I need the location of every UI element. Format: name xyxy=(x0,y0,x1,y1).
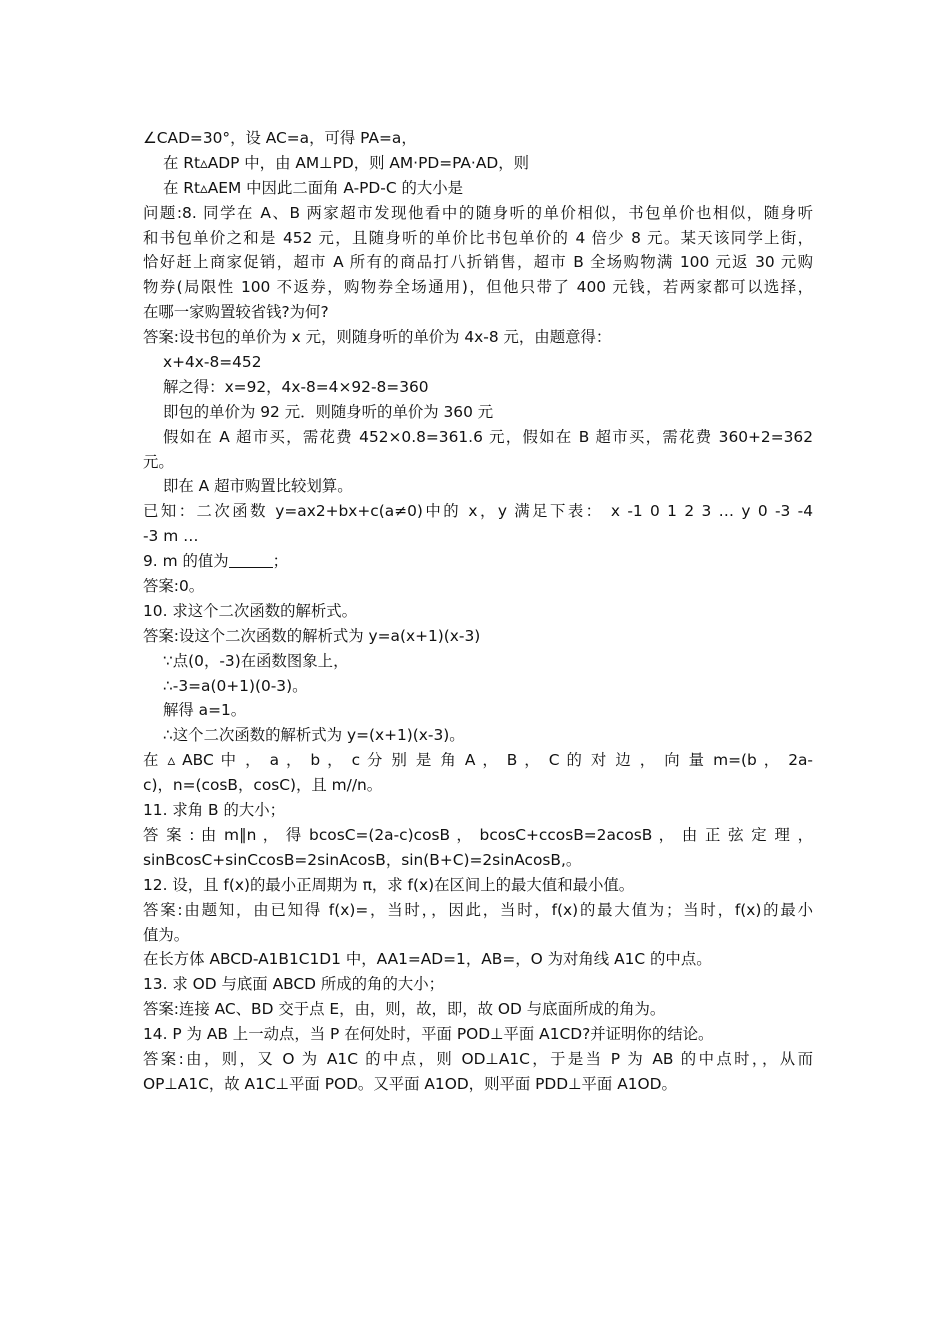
answer-line: 答案:由，则，又 O 为 A1C 的中点，则 OD⊥A1C，于是当 P 为 AB 的中点时，，从而 xyxy=(143,1049,813,1068)
text-line: 解之得：x=92，4x-8=4×92-8=360 xyxy=(163,377,429,396)
text-line: 解得 a=1。 xyxy=(163,701,247,720)
text-line: ∵点(0，-3)在函数图象上， xyxy=(163,651,349,670)
text-line: 物券(局限性 100 不返券，购物券全场通用)，但他只带了 400 元钱，若两家都可以选择， xyxy=(143,278,813,297)
question-9 xyxy=(143,549,813,574)
text-line: 元。 xyxy=(143,452,174,471)
text-line: ∴-3=a(0+1)(0-3)。 xyxy=(163,676,308,695)
text-line: 恰好赶上商家促销，超市 A 所有的商品打八折销售，超市 B 全场购物满 100 元返 30 元购 xyxy=(143,253,813,272)
text-line: 在长方体 ABCD-A1B1C1D1 中，AA1=AD=1，AB=，O 为对角线 A1C 的中点。 xyxy=(143,950,712,969)
answer-line: 答案:设书包的单价为 x 元，则随身听的单价为 4x-8 元，由题意得： xyxy=(143,328,612,347)
text-line: 和书包单价之和是 452 元，且随身听的单价比书包单价的 4 倍少 8 元。某天该同学上街， xyxy=(143,228,813,247)
answer-line: 答 案 : 由 m∥n ， 得 bcosC=(2a-c)cosB ， bcosC+ccosB=2acosB ， 由 正 弦 定 理 ， xyxy=(143,825,813,844)
text-line: 已知：二次函数 y=ax2+bx+c(a≠0)中的 x，y 满足下表： x -1 0 1 2 3 … y 0 -3 -4 xyxy=(143,502,813,521)
text-line: sinBcosC+sinCcosB=2sinAcosB，sin(B+C)=2sinAcosB,。 xyxy=(143,850,582,869)
answer-line: 答案:由题知，由已知得 f(x)=，当时，，因此，当时，f(x)的最大值为；当时，f(x)的最小 xyxy=(143,900,813,919)
text-line: 值为。 xyxy=(143,925,190,944)
text-line: 在 Rt▵ADP 中，由 AM⊥PD，则 AM·PD=PA·AD，则 xyxy=(163,153,529,172)
answer-line: 答案:设这个二次函数的解析式为 y=a(x+1)(x-3) xyxy=(143,626,481,645)
question-11: 11. 求角 B 的大小； xyxy=(143,801,286,820)
text-line: OP⊥A1C，故 A1C⊥平面 POD。又平面 A1OD，则平面 PDD⊥平面 A1OD。 xyxy=(143,1074,677,1093)
document-page xyxy=(143,126,813,1097)
question-9-text: 9. m 的值为 xyxy=(143,552,229,571)
text-line: 假如在 A 超市买，需花费 452×0.8=361.6 元，假如在 B 超市买，需花费 360+2=362 xyxy=(163,427,813,446)
question-8: 问题:8. 同学在 A、B 两家超市发现他看中的随身听的单价相似，书包单价也相似，随身听 xyxy=(143,203,813,222)
question-10: 10. 求这个二次函数的解析式。 xyxy=(143,601,358,620)
question-12: 12. 设，且 f(x)的最小正周期为 π，求 f(x)在区间上的最大值和最小值。 xyxy=(143,875,635,894)
question-9-suffix: ； xyxy=(272,552,289,571)
answer-line: 答案:0。 xyxy=(143,577,205,596)
question-14: 14. P 为 AB 上一动点，当 P 在何处时，平面 POD⊥平面 A1CD?并证明你的结论。 xyxy=(143,1025,714,1044)
text-line: x+4x-8=452 xyxy=(163,353,262,372)
text-line: 在 Rt▵AEM 中因此二面角 A-PD-C 的大小是 xyxy=(163,178,464,197)
text-line: 即在 A 超市购置比较划算。 xyxy=(163,477,353,496)
answer-blank xyxy=(229,552,273,568)
text-line: ∴这个二次函数的解析式为 y=(x+1)(x-3)。 xyxy=(163,726,465,745)
text-line: ∠CAD=30°，设 AC=a，可得 PA=a， xyxy=(143,129,417,147)
text-line: -3 m … xyxy=(143,527,199,546)
answer-line: 答案:连接 AC、BD 交于点 E，由，则，故，即，故 OD 与底面所成的角为。 xyxy=(143,1000,666,1019)
text-line: 即包的单价为 92 元．则随身听的单价为 360 元 xyxy=(163,402,494,421)
question-13: 13. 求 OD 与底面 ABCD 所成的角的大小； xyxy=(143,975,445,994)
text-line: c)，n=(cosB，cosC)，且 m//n。 xyxy=(143,776,383,795)
text-line: 在哪一家购置较省钱?为何? xyxy=(143,303,329,322)
text-line: 在 ▵ ABC 中 ， a ， b ， c 分 别 是 角 A ， B ， C 的 对 边 ， 向 量 m=(b ， 2a- xyxy=(143,751,813,770)
